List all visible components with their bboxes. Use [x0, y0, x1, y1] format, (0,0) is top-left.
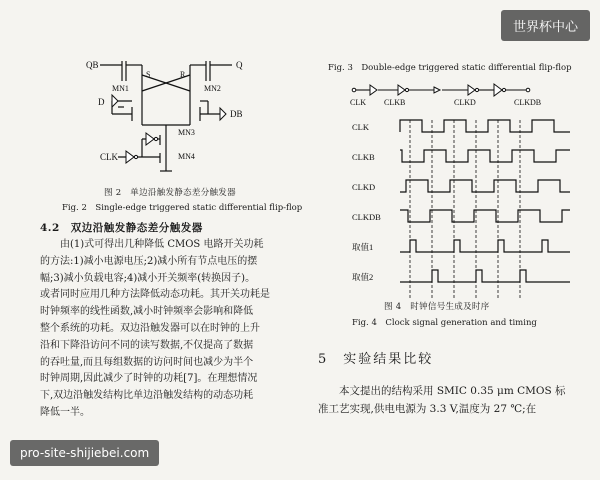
body-line: 下,双边沿触发结构比单边沿触发结构的动态功耗: [40, 390, 254, 402]
body-line: 本文提出的结构采用 SMIC 0.35 μm CMOS 标: [318, 385, 566, 397]
fig4-signal-label: CLKD: [352, 182, 376, 192]
fig4-waveform: [400, 120, 570, 132]
watermark-url[interactable]: pro-site-shijiebei.com: [10, 440, 159, 466]
fig2-caption-cn: 图 2 单边沿触发静态差分触发器: [104, 188, 236, 198]
fig2-label-db: DB: [230, 109, 243, 119]
fig4-signal-label: 取值2: [352, 272, 374, 282]
fig4-signal-label: CLKB: [352, 152, 375, 162]
fig4-waveform: [400, 240, 570, 252]
section-4-2-body: [40, 237, 306, 422]
body-line: 或者同时应用几种方法降低动态功耗。其开关功耗是: [40, 289, 270, 301]
fig2-label-qb: QB: [86, 60, 99, 70]
fig3-clock-chain: [350, 78, 580, 108]
body-line: 的方法:1)减小电源电压;2)减小所有节点电压的摆: [40, 255, 258, 267]
fig3-label-clkd: CLKD: [454, 98, 476, 107]
fig4-signal-label: 取值1: [352, 242, 374, 252]
body-line: 降低一半。: [40, 406, 90, 418]
fig3-title: Fig. 3 Double-edge triggered static differential flip-flop: [328, 63, 572, 73]
fig2-schematic: [60, 55, 290, 175]
fig4-signal-label: CLK: [352, 122, 369, 132]
fig4-waveform: [400, 180, 570, 192]
fig4-caption-cn: 图 4 时钟信号生成及时序: [384, 302, 490, 312]
body-line: 整个系统的功耗。双边沿触发器可以在时钟的上升: [40, 322, 260, 334]
body-line: 由(1)式可得出几种降低 CMOS 电路开关功耗: [40, 239, 264, 250]
fig2-caption-en: Fig. 2 Single-edge triggered static differential flip-flop: [62, 203, 303, 213]
section-5-heading: 5 实验结果比较: [318, 352, 434, 367]
fig2-label-clk: CLK: [100, 152, 118, 162]
body-line: 的吞吐量,而且每组数据的访问时间也减少为半个: [40, 356, 254, 368]
fig3-label-clk: CLK: [350, 98, 366, 107]
fig4-timing-diagram: [340, 112, 580, 302]
fig2-label-mn2: MN2: [204, 84, 221, 93]
body-line: 幅;3)减小负载电容;4)减小开关频率(转换因子)。: [40, 272, 256, 284]
fig4-signal-label: CLKDB: [352, 212, 381, 222]
body-line: 沿和下降沿访问不同的读写数据,不仅提高了数据: [40, 339, 254, 351]
fig4-waveform: [400, 150, 570, 162]
fig4-waveform: [400, 270, 570, 282]
section-5-body: [318, 382, 588, 418]
fig2-label-s: S: [146, 70, 151, 79]
fig2-label-d: D: [98, 97, 105, 107]
fig2-label-q: Q: [236, 60, 243, 70]
fig3-label-clkdb: CLKDB: [514, 98, 542, 107]
body-line: 时钟频率的线性函数,减小时钟频率会影响和降低: [40, 306, 254, 318]
fig3-label-clkb: CLKB: [384, 98, 406, 107]
body-line: 时钟周期,因此减少了时钟的功耗[7]。在理想情况: [40, 373, 258, 385]
section-4-2-heading: 4.2 双边沿触发静态差分触发器: [40, 222, 203, 234]
fig4-waveform: [400, 210, 570, 222]
fig2-label-mn1: MN1: [112, 84, 129, 93]
fig2-label-mn4: MN4: [178, 152, 195, 161]
fig4-caption-en: Fig. 4 Clock signal generation and timing: [352, 318, 537, 328]
fig2-label-r: R: [180, 70, 186, 79]
body-line: 准工艺实现,供电电源为 3.3 V,温度为 27 ℃;在: [318, 403, 537, 415]
fig2-label-mn3: MN3: [178, 128, 195, 137]
watermark-logo: 世界杯中心: [501, 10, 590, 41]
